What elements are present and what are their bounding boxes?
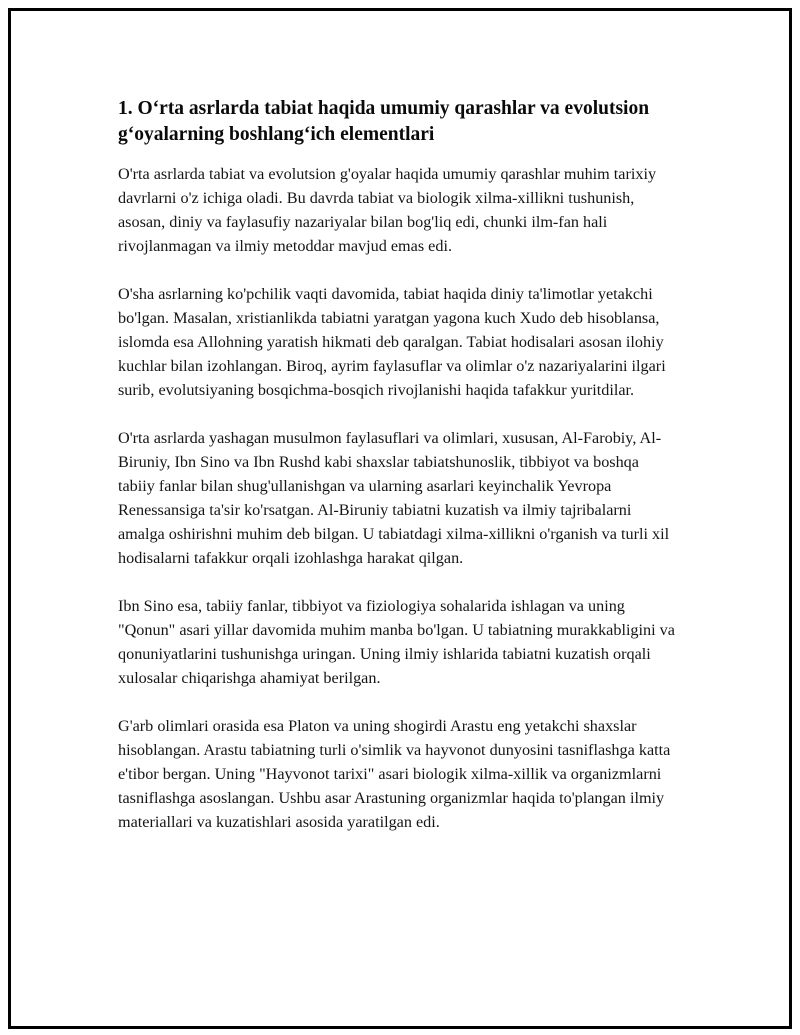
- paragraph-5: G'arb olimlari orasida esa Platon va uning shogirdi Arastu eng yetakchi shaxslar hisoblangan. Arastu tabiatning turli o'simlik va hayvonot dunyosini tasniflashga katta e'tibor bergan. Uning "Hayvonot tarixi" asari biologik xilma-xillik va organizmlarni tasniflashga asoslangan. Ushbu asar Arastuning organizmlar haqida to'plangan ilmiy materiallari va kuzatishlari asosida yaratilgan edi.: [118, 717, 671, 831]
- section-heading: 1. O‘rta asrlarda tabiat haqida umumiy qarashlar va evolutsion g‘oyalarning boshlang‘ich elementlari: [118, 98, 650, 145]
- document-body: [118, 96, 678, 858]
- paragraph-3: O'rta asrlarda yashagan musulmon faylasuflari va olimlari, xususan, Al-Farobiy, Al-Biruniy, Ibn Sino va Ibn Rushd kabi shaxslar tabiatshunoslik, tibbiyot va boshqa tabiiy fanlar bilan shug'ullanishgan va ularning asarlari keyinchalik Yevropa Renessansiga ta'sir ko'rsatgan. Al-Biruniy tabiatni kuzatish va ilmiy tajribalarni amalga oshirishni muhim deb bilgan. U tabiatdagi xilma-xillikni o'rganish va turli xil hodisalarni tafakkur orqali izohlashga harakat qilgan.: [118, 429, 670, 567]
- paragraph-2: O'sha asrlarning ko'pchilik vaqti davomida, tabiat haqida diniy ta'limotlar yetakchi bo'lgan. Masalan, xristianlikda tabiatni yaratgan yagona kuch Xudo deb hisoblansa, islomda esa Allohning yaratish hikmati deb qaralgan. Tabiat hodisalari asosan ilohiy kuchlar bilan izohlangan. Biroq, ayrim faylasuflar va olimlar o'z nazariyalarini ilgari surib, evolutsiyaning bosqichma-bosqich rivojlanishi haqida tafakkur yuritdilar.: [118, 285, 666, 399]
- paragraph-1: O'rta asrlarda tabiat va evolutsion g'oyalar haqida umumiy qarashlar muhim tarixiy davrlarni o'z ichiga oladi. Bu davrda tabiat va biologik xilma-xillikni tushunish, asosan, diniy va faylasufiy nazariyalar bilan bog'liq edi, chunki ilm-fan hali rivojlanmagan va ilmiy metoddar mavjud emas edi.: [118, 165, 657, 255]
- paragraph-4: Ibn Sino esa, tabiiy fanlar, tibbiyot va fiziologiya sohalarida ishlagan va uning "Qonun" asari yillar davomida muhim manba bo'lgan. U tabiatning murakkabligini va qonuniyatlarini tushunishga uringan. Uning ilmiy ishlarida tabiatni kuzatish orqali xulosalar chiqarishga ahamiyat berilgan.: [118, 597, 675, 687]
